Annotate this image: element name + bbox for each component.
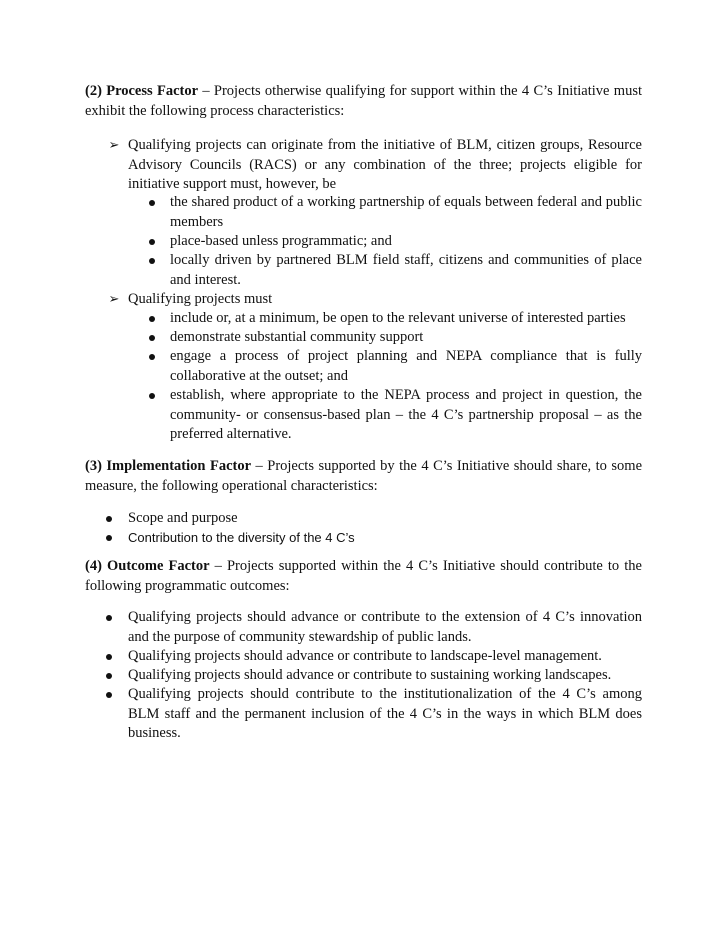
process-factor-paragraph [85,82,642,121]
process-subitem-text: engage a process of project planning and NEPA compliance that is fully collaborative at the outset; and [170,348,642,384]
bullet-dot-icon [149,393,155,399]
arrow-bullet-icon: ➢ [108,292,120,307]
process-subitem-text: the shared product of a working partnership of equals between federal and public members [170,194,642,230]
bullet-dot-icon [149,354,155,360]
bullet-dot-icon [149,258,155,264]
implementation-item-text: Scope and purpose [128,510,238,526]
bullet-dot-icon [106,615,112,621]
process-item-text: Qualifying projects can originate from the initiative of BLM, citizen groups, Resource Advisory Councils (RACS) or any combination of the three; projects eligible for initiative support must, however, be [128,137,642,192]
process-subitem-text: establish, where appropriate to the NEPA process and project in question, the community- or consensus-based plan – the 4 C’s partnership proposal – as the preferred alternative. [170,387,642,442]
outcome-item-text: Qualifying projects should advance or contribute to sustaining working landscapes. [128,667,612,683]
process-subitem-text: demonstrate substantial community support [170,329,424,345]
implementation-item-text: Contribution to the diversity of the 4 C’s [128,530,355,545]
process-subitem-text: include or, at a minimum, be open to the relevant universe of interested parties [170,310,626,326]
outcome-factor-heading: (4) Outcome Factor [85,558,210,574]
outcome-factor-paragraph [85,557,642,596]
bullet-dot-icon [149,239,155,245]
bullet-dot-icon [106,654,112,660]
process-factor-intro: – Projects otherwise qualifying for support within the 4 C’s Initiative must exhibit the following process characteristics: [85,83,642,119]
arrow-bullet-icon: ➢ [108,138,120,153]
bullet-dot-icon [106,535,112,541]
outcome-item-text: Qualifying projects should advance or contribute to landscape-level management. [128,648,602,664]
bullet-dot-icon [106,692,112,698]
bullet-dot-icon [149,200,155,206]
outcome-factor-intro: – Projects supported within the 4 C’s Initiative should contribute to the following programmatic outcomes: [85,558,642,594]
process-item-text: Qualifying projects must [128,291,273,307]
process-factor-heading: (2) Process Factor [85,83,199,99]
bullet-dot-icon [149,335,155,341]
process-subitem-text: locally driven by partnered BLM field staff, citizens and communities of place and interest. [170,252,642,288]
bullet-dot-icon [106,516,112,522]
outcome-item-text: Qualifying projects should contribute to the institutionalization of the 4 C’s among BLM staff and the permanent inclusion of the 4 C’s in the ways in which BLM does business. [128,686,642,741]
bullet-dot-icon [149,316,155,322]
bullet-dot-icon [106,673,112,679]
outcome-item-text: Qualifying projects should advance or contribute to the extension of 4 C’s innovation and the purpose of community stewardship of public lands. [128,609,642,645]
implementation-factor-paragraph [85,457,642,496]
implementation-factor-intro: – Projects supported by the 4 C’s Initiative should share, to some measure, the following operational characteristics: [85,458,642,494]
process-subitem-text: place-based unless programmatic; and [170,233,392,249]
implementation-factor-heading: (3) Implementation Factor [85,458,252,474]
